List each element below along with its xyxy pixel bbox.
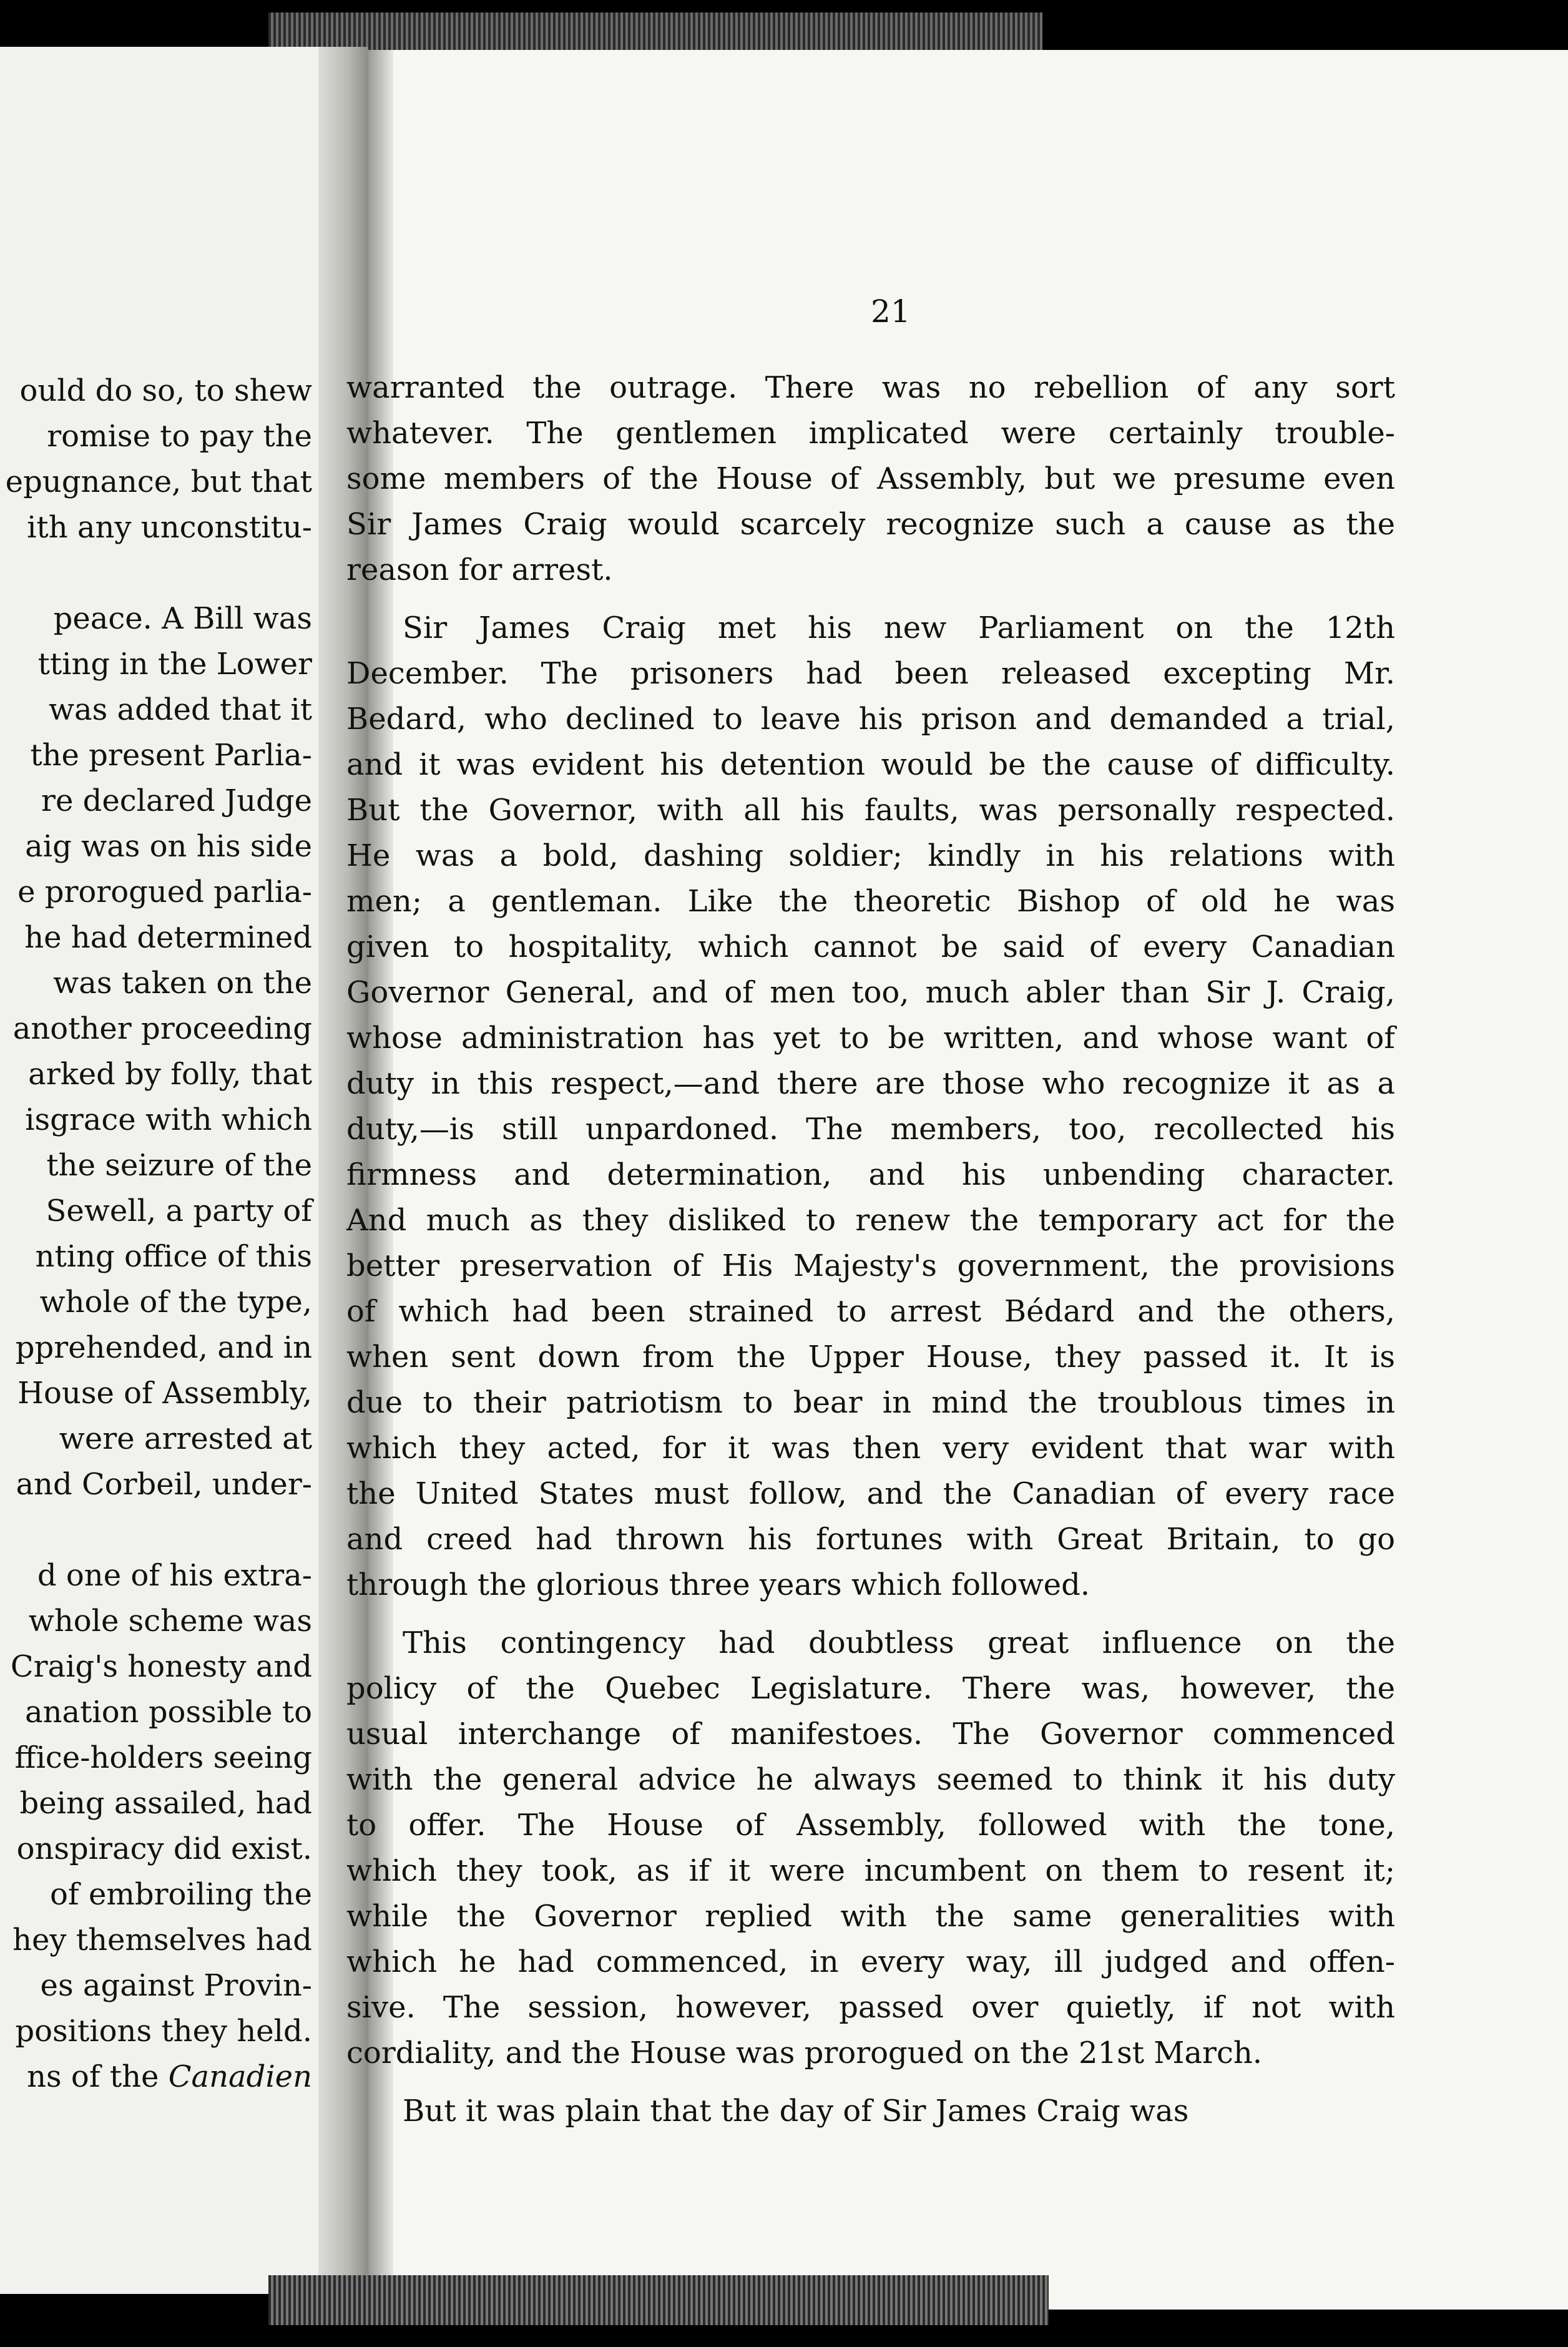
text-line: Bedard, who declined to leave his prison and demanded a trial, (346, 702, 1395, 737)
text-line: warranted the outrage. There was no rebellion of any sort (346, 370, 1395, 405)
text-line: better preservation of His Majesty's government, the provisions (346, 1248, 1395, 1283)
left-page-line: positions they held. (15, 2014, 312, 2049)
left-page-line: being assailed, had (19, 1786, 312, 1821)
text-line: duty,—is still unpardoned. The members, too, recollected his (346, 1112, 1395, 1147)
left-page-line: the seizure of the (46, 1148, 312, 1183)
left-page-line: aig was on his side (25, 829, 312, 864)
left-page-line: d one of his extra- (37, 1558, 312, 1593)
text-line: This contingency had doubtless great influence on the (403, 1625, 1395, 1660)
paragraph (346, 605, 1395, 1608)
text-line: duty in this respect,—and there are those who recognize it as a (346, 1066, 1395, 1101)
text-line: whatever. The gentlemen implicated were certainly trouble- (346, 416, 1395, 451)
left-page-line: and Corbeil, under- (16, 1467, 312, 1502)
left-page-line: was taken on the (53, 966, 312, 1001)
left-page-line: arked by folly, that (28, 1057, 312, 1092)
left-page-line: anation possible to (24, 1695, 312, 1730)
text-line: Sir James Craig would scarcely recognize such a cause as the (346, 507, 1395, 542)
text-line: policy of the Quebec Legislature. There was, however, the (346, 1671, 1395, 1706)
paragraph (346, 365, 1395, 593)
text-line: December. The prisoners had been released excepting Mr. (346, 656, 1395, 691)
text-line: He was a bold, dashing soldier; kindly in his relations with (346, 838, 1395, 873)
text-line: Sir James Craig met his new Parliament on the 12th (403, 610, 1395, 645)
left-page-line: were arrested at (59, 1421, 312, 1456)
left-page-line: the present Parlia- (30, 738, 312, 773)
left-page-line: another proceeding (12, 1011, 312, 1046)
text-line: And much as they disliked to renew the temporary act for the (346, 1203, 1395, 1238)
left-page-line: peace. A Bill was (53, 601, 312, 636)
text-line: and creed had thrown his fortunes with Great Britain, to go (346, 1522, 1395, 1557)
page-number: 21 (871, 293, 911, 330)
text-line: usual interchange of manifestoes. The Governor commenced (346, 1717, 1395, 1752)
left-page-line: pprehended, and in (15, 1330, 312, 1365)
left-page-line: epugnance, but that (5, 464, 312, 499)
left-page-line: Sewell, a party of (46, 1193, 312, 1228)
left-page-line: romise to pay the (47, 419, 312, 454)
left-page-line: whole of the type, (39, 1285, 312, 1320)
left-page-line: onspiracy did exist. (16, 1831, 312, 1866)
left-page-line: nting office of this (35, 1239, 312, 1274)
left-page-line: ith any unconstitu- (27, 510, 312, 545)
left-page-line: ould do so, to shew (19, 373, 312, 408)
text-line: given to hospitality, which cannot be said of every Canadian (346, 929, 1395, 964)
text-line: through the glorious three years which followed. (346, 1567, 1090, 1602)
text-line: which they acted, for it was then very evident that war with (346, 1431, 1395, 1466)
text-line: to offer. The House of Assembly, followed with the tone, (346, 1808, 1395, 1843)
left-page-line: whole scheme was (28, 1604, 312, 1639)
text-line: the United States must follow, and the Canadian of every race (346, 1476, 1395, 1511)
text-line: which they took, as if it were incumbent on them to resent it; (346, 1853, 1395, 1888)
left-page-line: hey themselves had (12, 1923, 312, 1957)
text-line: But the Governor, with all his faults, was personally respected. (346, 793, 1395, 828)
text-line: with the general advice he always seemed to think it his duty (346, 1762, 1395, 1797)
paragraph (346, 2089, 1395, 2134)
text-line: sive. The session, however, passed over quietly, if not with (346, 1990, 1395, 2025)
text-line: Governor General, and of men too, much abler than Sir J. Craig, (346, 975, 1395, 1010)
binding-edge-bottom (268, 2275, 1049, 2325)
text-line: which he had commenced, in every way, ill judged and offen- (346, 1944, 1395, 1979)
left-page-line: Craig's honesty and (10, 1649, 312, 1684)
left-page-line: ffice-holders seeing (14, 1740, 312, 1775)
text-line: men; a gentleman. Like the theoretic Bishop of old he was (346, 884, 1395, 919)
text-line: of which had been strained to arrest Bédard and the others, (346, 1294, 1395, 1329)
text-line: cordiality, and the House was prorogued on the 21st March. (346, 2036, 1263, 2070)
left-page-line: re declared Judge (41, 783, 312, 818)
text-line: some members of the House of Assembly, but we presume even (346, 461, 1395, 496)
left-page (0, 47, 368, 2294)
text-line: But it was plain that the day of Sir James Craig was (403, 2094, 1189, 2129)
left-page-line: he had determined (24, 920, 312, 955)
paragraph (346, 1620, 1395, 2076)
left-page-line: of embroiling the (50, 1877, 312, 1912)
text-line: and it was evident his detention would be the cause of difficulty. (346, 747, 1395, 782)
text-line: when sent down from the Upper House, they passed it. It is (346, 1340, 1395, 1374)
text-line: while the Governor replied with the same generalities with (346, 1899, 1395, 1934)
left-page-line: es against Provin- (40, 1968, 312, 2003)
text-line: whose administration has yet to be written, and whose want of (346, 1021, 1395, 1056)
left-page-line: tting in the Lower (37, 647, 312, 682)
body-text (346, 365, 1395, 2134)
left-page-line: ns of the Canadien (27, 2059, 312, 2094)
text-line: firmness and determination, and his unbending character. (346, 1157, 1395, 1192)
text-line: due to their patriotism to bear in mind the troublous times in (346, 1385, 1395, 1420)
left-page-line: e prorogued parlia- (17, 875, 312, 909)
text-line: reason for arrest. (346, 552, 613, 587)
left-page-line: House of Assembly, (17, 1376, 312, 1411)
left-page-line: was added that it (48, 692, 312, 727)
left-page-line: isgrace with which (25, 1102, 312, 1137)
